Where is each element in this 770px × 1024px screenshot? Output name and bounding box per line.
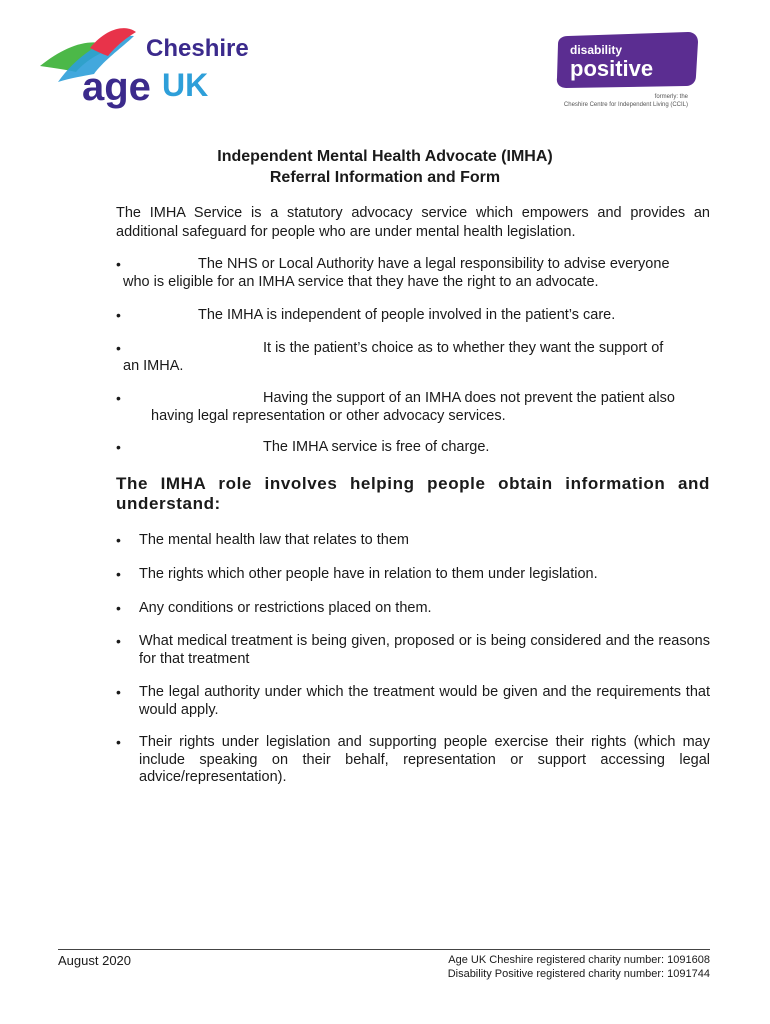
list-item-text: Their rights under legislation and supporting people exercise their rights (which may include speaking on their behalf, representation or support accessing legal advice/representation).	[139, 734, 710, 785]
footer-charity-line1: Age UK Cheshire registered charity number: 1091608	[448, 954, 710, 966]
list-item-text: The rights which other people have in relation to them under legislation.	[139, 566, 598, 582]
footer-charity-numbers	[448, 953, 710, 981]
list-item-line1: The NHS or Local Authority have a legal responsibility to advise everyone	[198, 256, 670, 272]
section-heading-line1: The IMHA role involves helping people obtain information and	[116, 474, 710, 493]
section-heading	[116, 474, 710, 514]
bullet-icon: •	[116, 256, 121, 272]
list-item-text: Any conditions or restrictions placed on them.	[139, 600, 432, 616]
list-item-line2: who is eligible for an IMHA service that they have the right to an advocate.	[123, 273, 599, 290]
disability-positive-logo	[548, 28, 708, 112]
list-item	[116, 600, 710, 618]
bullet-icon: •	[116, 307, 121, 323]
logo-uk-text: UK	[162, 67, 209, 103]
bullet-icon: •	[116, 633, 121, 649]
list-item-line1: It is the patient’s choice as to whether they want the support of	[263, 340, 664, 356]
footer-charity-line2: Disability Positive registered charity number: 1091744	[447, 968, 710, 980]
list-item	[116, 307, 710, 325]
list-item	[116, 734, 710, 787]
list-item-text: What medical treatment is being given, proposed or is being considered and the reasons for that treatment	[139, 633, 710, 667]
list-item-text: The mental health law that relates to them	[139, 532, 410, 548]
list-item-line2: having legal representation or other advocacy services.	[151, 407, 506, 424]
bullet-icon: •	[116, 532, 121, 548]
logo-age-text: age	[82, 65, 151, 109]
age-uk-cheshire-logo	[38, 26, 258, 114]
list-item	[116, 684, 710, 719]
list-item-line1: The IMHA is independent of people involved in the patient’s care.	[198, 307, 616, 323]
bullet-icon: •	[116, 390, 121, 406]
list-item	[116, 390, 710, 425]
section-heading-line2: understand:	[116, 494, 221, 513]
footer-divider	[58, 949, 710, 950]
list-item-line1: Having the support of an IMHA does not prevent the patient also	[263, 390, 675, 406]
logo-caption2: Cheshire Centre for Independent Living (CCIL)	[563, 102, 688, 108]
logo-cheshire-text: Cheshire	[146, 35, 249, 62]
bullet-icon: •	[116, 600, 121, 616]
logo-disability-text: disability	[570, 43, 623, 57]
list-item-text: The legal authority under which the treatment would be given and the requirements that would apply.	[139, 684, 710, 718]
list-item	[116, 256, 710, 291]
list-item-line1: The IMHA service is free of charge.	[263, 439, 490, 455]
list-item	[116, 566, 710, 584]
document-subtitle: Referral Information and Form	[269, 169, 501, 186]
list-item	[116, 633, 710, 668]
document-title: Independent Mental Health Advocate (IMHA)	[217, 148, 553, 165]
bullet-icon: •	[116, 566, 121, 582]
logo-caption1: formerly: the	[654, 94, 688, 100]
footer-date: August 2020	[58, 953, 132, 968]
list-item-line2: an IMHA.	[123, 357, 184, 374]
bullet-icon: •	[116, 734, 121, 750]
logo-positive-text: positive	[570, 56, 654, 81]
bullet-icon: •	[116, 439, 121, 455]
list-item	[116, 532, 710, 550]
bullet-icon: •	[116, 340, 121, 356]
list-item	[116, 439, 710, 457]
list-item	[116, 340, 710, 375]
bullet-icon: •	[116, 684, 121, 700]
intro-paragraph: The IMHA Service is a statutory advocacy service which empowers and provides an additional safeguard for people who are under mental health legislation.	[116, 205, 710, 240]
